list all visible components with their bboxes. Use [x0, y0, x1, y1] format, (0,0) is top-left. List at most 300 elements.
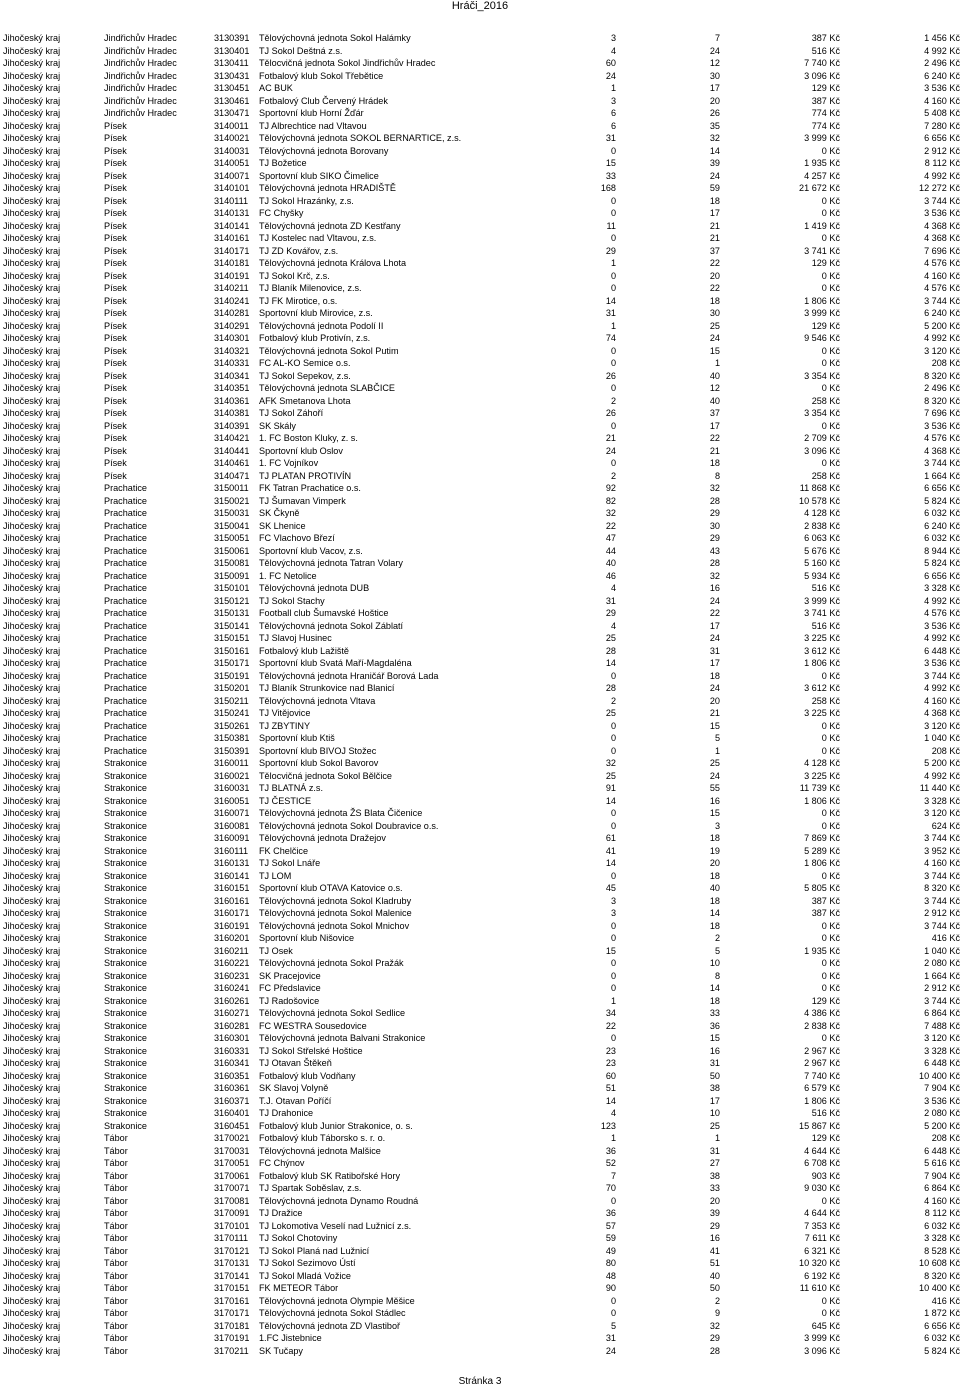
cell-castka-1: 0 Kč: [821, 383, 840, 393]
cell-kraj: Jihočeský kraj: [3, 70, 61, 81]
cell-hraci-a: 60: [605, 58, 616, 68]
cell-kod: 3130411: [214, 58, 249, 68]
cell-hraci-b: 22: [709, 283, 720, 293]
cell-hraci-a: 0: [610, 145, 616, 156]
cell-castka-2: 2 080 Kč: [924, 1108, 960, 1118]
cell-okres: Písek: [104, 258, 127, 268]
cell-kraj: Jihočeský kraj: [3, 358, 61, 368]
cell-nazev: Fotbalový klub Lažiště: [259, 645, 349, 656]
cell-hraci-a: 0: [610, 958, 616, 968]
table-row: [0, 670, 960, 683]
cell-kraj: Jihočeský kraj: [3, 958, 61, 968]
cell-castka-2: 6 240 Kč: [924, 308, 960, 318]
table-row: [0, 807, 960, 820]
cell-kod: 3160371: [214, 1095, 250, 1106]
cell-castka-1: 0 Kč: [821, 420, 840, 431]
cell-castka-1: 774 Kč: [811, 108, 840, 118]
cell-nazev: TJ Sokol Stachy: [259, 595, 325, 606]
cell-kod: 3160451: [214, 1120, 250, 1131]
cell-okres: Jindřichův Hradec: [104, 45, 177, 56]
cell-hraci-b: 26: [709, 108, 720, 118]
cell-hraci-a: 4: [610, 1108, 616, 1118]
cell-hraci-b: 31: [709, 1058, 720, 1068]
cell-kraj: Jihočeský kraj: [3, 858, 61, 868]
cell-castka-1: 21 672 Kč: [799, 183, 840, 193]
cell-castka-1: 3 999 Kč: [804, 133, 840, 143]
cell-kod: 3170151: [214, 1283, 250, 1293]
cell-kod: 3150241: [214, 708, 250, 718]
cell-hraci-b: 10: [709, 958, 720, 968]
cell-kod: 3150391: [214, 745, 250, 756]
cell-okres: Tábor: [104, 1283, 128, 1293]
cell-kod: 3140361: [214, 395, 250, 406]
table-row: [0, 707, 960, 720]
cell-hraci-b: 17: [709, 420, 720, 431]
cell-okres: Písek: [104, 420, 127, 431]
cell-castka-1: 6 708 Kč: [804, 1158, 840, 1168]
cell-hraci-b: 1: [714, 358, 720, 368]
cell-hraci-b: 29: [709, 508, 720, 518]
cell-hraci-a: 0: [610, 383, 616, 393]
cell-castka-2: 4 368 Kč: [924, 233, 960, 243]
cell-kod: 3140321: [214, 345, 250, 356]
cell-kraj: Jihočeský kraj: [3, 870, 61, 881]
cell-nazev: TJ Sokol Sezimovo Ústí: [259, 1258, 356, 1268]
cell-castka-1: 7 869 Kč: [804, 833, 840, 843]
cell-hraci-b: 16: [709, 583, 720, 593]
cell-nazev: AFK Smetanova Lhota: [259, 395, 351, 406]
cell-hraci-a: 7: [610, 1170, 616, 1181]
cell-castka-1: 11 610 Kč: [799, 1283, 840, 1293]
cell-okres: Tábor: [104, 1195, 128, 1206]
cell-castka-1: 4 128 Kč: [804, 758, 840, 768]
cell-castka-1: 3 999 Kč: [804, 595, 840, 606]
cell-castka-1: 903 Kč: [811, 1170, 840, 1181]
cell-hraci-b: 22: [709, 258, 720, 268]
cell-hraci-b: 25: [709, 320, 720, 331]
cell-castka-2: 3 744 Kč: [924, 458, 960, 468]
cell-castka-2: 7 904 Kč: [924, 1083, 960, 1093]
cell-kraj: Jihočeský kraj: [3, 533, 61, 543]
cell-nazev: Fotbalový klub Protivín, z.s.: [259, 333, 371, 343]
cell-okres: Písek: [104, 370, 127, 381]
cell-kod: 3160141: [214, 870, 250, 881]
cell-hraci-a: 5: [610, 1320, 616, 1331]
cell-kod: 3130401: [214, 45, 250, 56]
cell-castka-1: 7 353 Kč: [804, 1220, 840, 1231]
table-row: [0, 1207, 960, 1220]
cell-hraci-b: 24: [709, 170, 720, 181]
cell-hraci-a: 61: [605, 833, 616, 843]
data-table: [0, 32, 960, 1357]
cell-nazev: Tělovýchovná jednota HRADIŠTĚ: [259, 183, 396, 193]
cell-nazev: SK Pracejovice: [259, 970, 321, 981]
cell-hraci-b: 18: [709, 995, 720, 1006]
cell-hraci-a: 0: [610, 345, 616, 356]
table-row: [0, 1057, 960, 1070]
cell-hraci-b: 39: [709, 1208, 720, 1218]
cell-nazev: TJ Slavoj Husinec: [259, 633, 332, 643]
cell-kod: 3160051: [214, 795, 250, 806]
cell-okres: Tábor: [104, 1333, 128, 1343]
cell-okres: Strakonice: [104, 933, 147, 943]
table-row: [0, 232, 960, 245]
cell-kraj: Jihočeský kraj: [3, 620, 61, 631]
cell-kraj: Jihočeský kraj: [3, 58, 61, 68]
cell-nazev: Tělovýchovná jednota Sokol Kladruby: [259, 895, 412, 906]
table-row: [0, 820, 960, 833]
cell-nazev: Tělovýchovná jednota Vltava: [259, 695, 376, 706]
cell-castka-2: 3 536 Kč: [924, 420, 960, 431]
cell-hraci-a: 6: [610, 120, 616, 131]
cell-kod: 3170091: [214, 1208, 250, 1218]
cell-castka-2: 3 120 Kč: [924, 1033, 960, 1043]
cell-castka-1: 516 Kč: [811, 620, 840, 631]
cell-nazev: FK METEOR Tábor: [259, 1283, 339, 1293]
cell-okres: Písek: [104, 158, 127, 168]
table-row: [0, 895, 960, 908]
cell-hraci-a: 0: [610, 970, 616, 981]
cell-hraci-b: 14: [709, 145, 720, 156]
cell-nazev: Tělovýchovná jednota Olympie Měšice: [259, 1295, 415, 1306]
cell-castka-2: 4 576 Kč: [924, 608, 960, 618]
cell-castka-1: 2 709 Kč: [804, 433, 840, 443]
cell-kraj: Jihočeský kraj: [3, 1045, 61, 1056]
cell-nazev: 1. FC Vojníkov: [259, 458, 319, 468]
cell-okres: Tábor: [104, 1158, 128, 1168]
cell-nazev: TJ Spartak Soběslav, z.s.: [259, 1183, 362, 1193]
cell-kod: 3170081: [214, 1195, 250, 1206]
cell-kraj: Jihočeský kraj: [3, 283, 61, 293]
cell-kraj: Jihočeský kraj: [3, 558, 61, 568]
cell-castka-1: 1 935 Kč: [804, 158, 840, 168]
cell-hraci-b: 32: [709, 483, 720, 493]
cell-nazev: TJ Sokol Hrazánky, z.s.: [259, 195, 354, 206]
cell-kod: 3140021: [214, 133, 250, 143]
cell-okres: Prachatice: [104, 483, 147, 493]
table-row: [0, 595, 960, 608]
cell-kraj: Jihočeský kraj: [3, 1233, 61, 1243]
cell-okres: Prachatice: [104, 670, 147, 681]
cell-hraci-a: 4: [610, 583, 616, 593]
cell-hraci-a: 51: [605, 1083, 616, 1093]
cell-kod: 3170141: [214, 1270, 250, 1281]
cell-hraci-a: 21: [605, 433, 616, 443]
cell-castka-2: 3 536 Kč: [924, 658, 960, 668]
cell-castka-1: 5 805 Kč: [804, 883, 840, 893]
cell-kraj: Jihočeský kraj: [3, 195, 61, 206]
cell-kod: 3160401: [214, 1108, 250, 1118]
cell-okres: Prachatice: [104, 720, 147, 731]
cell-kraj: Jihočeský kraj: [3, 695, 61, 706]
cell-nazev: TJ ČESTICE: [259, 795, 312, 806]
cell-kraj: Jihočeský kraj: [3, 670, 61, 681]
cell-nazev: Tělovýchovná jednota Králova Lhota: [259, 258, 407, 268]
cell-castka-2: 4 992 Kč: [924, 170, 960, 181]
cell-okres: Strakonice: [104, 970, 147, 981]
cell-hraci-a: 22: [605, 1020, 616, 1031]
cell-hraci-a: 11: [606, 220, 616, 231]
table-row: [0, 107, 960, 120]
cell-hraci-a: 46: [605, 570, 616, 581]
cell-okres: Strakonice: [104, 995, 147, 1006]
table-row: [0, 632, 960, 645]
cell-castka-1: 0 Kč: [821, 920, 840, 931]
cell-kod: 3140211: [214, 283, 249, 293]
cell-hraci-b: 29: [709, 1333, 720, 1343]
cell-nazev: Tělovýchovná jednota Sokol Sedlice: [259, 1008, 406, 1018]
cell-hraci-a: 59: [605, 1233, 616, 1243]
cell-nazev: Tělovýchovná jednota Sokol Malenice: [259, 908, 412, 918]
cell-hraci-a: 0: [610, 808, 616, 818]
cell-nazev: TJ LOM: [259, 870, 292, 881]
cell-castka-2: 3 744 Kč: [924, 895, 960, 906]
cell-castka-1: 645 Kč: [811, 1320, 840, 1331]
cell-castka-2: 5 408 Kč: [924, 108, 960, 118]
cell-okres: Jindřichův Hradec: [104, 108, 177, 118]
cell-castka-2: 8 112 Kč: [924, 158, 960, 168]
cell-nazev: TJ Dražice: [259, 1208, 303, 1218]
cell-okres: Prachatice: [104, 545, 147, 556]
table-row: [0, 1020, 960, 1033]
table-row: [0, 270, 960, 283]
cell-kraj: Jihočeský kraj: [3, 683, 61, 693]
cell-hraci-a: 40: [605, 558, 616, 568]
cell-castka-2: 2 912 Kč: [924, 983, 960, 993]
cell-castka-2: 7 696 Kč: [924, 245, 960, 256]
cell-kod: 3170161: [214, 1295, 250, 1306]
cell-castka-1: 2 967 Kč: [804, 1045, 840, 1056]
cell-nazev: TJ BLATNÁ z.s.: [259, 783, 324, 793]
cell-kraj: Jihočeský kraj: [3, 258, 61, 268]
cell-kraj: Jihočeský kraj: [3, 995, 61, 1006]
cell-nazev: Sportovní klub Nišovice: [259, 933, 355, 943]
cell-hraci-b: 8: [714, 970, 720, 981]
cell-castka-1: 3 612 Kč: [804, 645, 840, 656]
cell-okres: Strakonice: [104, 808, 147, 818]
cell-okres: Písek: [104, 220, 127, 231]
cell-castka-1: 258 Kč: [811, 395, 840, 406]
cell-hraci-a: 3: [610, 908, 616, 918]
table-row: [0, 1157, 960, 1170]
cell-okres: Prachatice: [104, 620, 147, 631]
cell-kraj: Jihočeský kraj: [3, 783, 61, 793]
cell-hraci-a: 0: [610, 358, 616, 368]
cell-kraj: Jihočeský kraj: [3, 270, 61, 281]
cell-castka-2: 4 160 Kč: [924, 858, 960, 868]
cell-hraci-b: 17: [709, 658, 720, 668]
table-row: [0, 570, 960, 583]
cell-castka-1: 3 999 Kč: [804, 308, 840, 318]
cell-hraci-a: 47: [605, 533, 616, 543]
cell-hraci-a: 70: [605, 1183, 616, 1193]
cell-castka-1: 4 257 Kč: [804, 170, 840, 181]
cell-hraci-b: 40: [709, 1270, 720, 1281]
cell-nazev: TJ Sokol Planá nad Lužnicí: [259, 1245, 370, 1256]
table-row: [0, 295, 960, 308]
cell-kod: 3160301: [214, 1033, 250, 1043]
cell-nazev: Fotbalový klub Vodňany: [259, 1070, 356, 1081]
table-row: [0, 345, 960, 358]
cell-okres: Strakonice: [104, 1108, 147, 1118]
cell-nazev: TJ Sokol Mladá Vožice: [259, 1270, 351, 1281]
cell-castka-1: 4 386 Kč: [804, 1008, 840, 1018]
cell-nazev: Tělovýchovná jednota Sokol Halámky: [259, 33, 411, 43]
cell-hraci-a: 82: [605, 495, 616, 506]
cell-castka-1: 0 Kč: [821, 233, 840, 243]
cell-kod: 3170071: [214, 1183, 250, 1193]
table-row: [0, 545, 960, 558]
cell-kod: 3160191: [214, 920, 250, 931]
cell-castka-1: 3 354 Kč: [804, 370, 840, 381]
table-row: [0, 245, 960, 258]
cell-hraci-a: 2: [610, 470, 616, 481]
cell-nazev: TJ Sokol Deštná z.s.: [259, 45, 343, 56]
cell-hraci-b: 29: [709, 533, 720, 543]
cell-okres: Strakonice: [104, 883, 147, 893]
cell-hraci-b: 20: [709, 858, 720, 868]
table-row: [0, 320, 960, 333]
cell-kraj: Jihočeský kraj: [3, 408, 61, 418]
cell-castka-1: 0 Kč: [821, 670, 840, 681]
cell-kod: 3150101: [214, 583, 250, 593]
cell-castka-1: 5 289 Kč: [804, 845, 840, 856]
cell-okres: Strakonice: [104, 1008, 147, 1018]
cell-castka-2: 2 496 Kč: [924, 58, 960, 68]
cell-kod: 3140031: [214, 145, 250, 156]
table-row: [0, 1182, 960, 1195]
table-row: [0, 682, 960, 695]
cell-castka-2: 3 952 Kč: [924, 845, 960, 856]
cell-okres: Prachatice: [104, 558, 147, 568]
cell-kraj: Jihočeský kraj: [3, 733, 61, 743]
cell-hraci-a: 33: [605, 170, 616, 181]
table-row: [0, 832, 960, 845]
table-row: [0, 1070, 960, 1083]
table-row: [0, 195, 960, 208]
cell-hraci-b: 15: [709, 1033, 720, 1043]
cell-okres: Písek: [104, 270, 127, 281]
cell-okres: Písek: [104, 345, 127, 356]
cell-hraci-b: 20: [709, 695, 720, 706]
cell-kraj: Jihočeský kraj: [3, 483, 61, 493]
cell-okres: Strakonice: [104, 895, 147, 906]
cell-kod: 3140241: [214, 295, 250, 306]
cell-castka-1: 3 741 Kč: [804, 608, 840, 618]
cell-nazev: Sportovní klub Horní Žďár: [259, 108, 364, 118]
cell-kod: 3150151: [214, 633, 250, 643]
cell-castka-1: 516 Kč: [811, 1108, 840, 1118]
cell-hraci-a: 57: [605, 1220, 616, 1231]
cell-kod: 3130471: [214, 108, 250, 118]
cell-nazev: Fotbalový klub Táborsko s. r. o.: [259, 1133, 386, 1143]
cell-kraj: Jihočeský kraj: [3, 420, 61, 431]
cell-hraci-a: 26: [605, 370, 616, 381]
cell-nazev: Sportovní klub SIKO Čimelice: [259, 170, 379, 181]
cell-kod: 3140191: [214, 270, 250, 281]
cell-castka-2: 6 032 Kč: [924, 1333, 960, 1343]
cell-okres: Tábor: [104, 1208, 128, 1218]
table-row: [0, 32, 960, 45]
cell-kraj: Jihočeský kraj: [3, 158, 61, 168]
cell-okres: Prachatice: [104, 570, 147, 581]
cell-castka-1: 9 030 Kč: [804, 1183, 840, 1193]
cell-hraci-a: 2: [610, 695, 616, 706]
cell-kraj: Jihočeský kraj: [3, 1208, 61, 1218]
cell-kraj: Jihočeský kraj: [3, 908, 61, 918]
cell-hraci-a: 0: [610, 983, 616, 993]
cell-kraj: Jihočeský kraj: [3, 95, 61, 106]
cell-kraj: Jihočeský kraj: [3, 1170, 61, 1181]
cell-hraci-b: 40: [709, 395, 720, 406]
cell-castka-1: 2 838 Kč: [804, 520, 840, 531]
cell-okres: Strakonice: [104, 1095, 147, 1106]
cell-kraj: Jihočeský kraj: [3, 520, 61, 531]
cell-kod: 3170051: [214, 1158, 250, 1168]
cell-kraj: Jihočeský kraj: [3, 545, 61, 556]
cell-kod: 3150141: [214, 620, 250, 631]
cell-hraci-b: 24: [709, 333, 720, 343]
table-row: [0, 332, 960, 345]
cell-castka-2: 6 240 Kč: [924, 70, 960, 81]
table-row: [0, 220, 960, 233]
cell-okres: Strakonice: [104, 1020, 147, 1031]
cell-castka-1: 1 806 Kč: [804, 295, 840, 306]
cell-okres: Písek: [104, 445, 127, 456]
cell-kraj: Jihočeský kraj: [3, 808, 61, 818]
table-row: [0, 745, 960, 758]
cell-hraci-b: 31: [709, 1145, 720, 1156]
cell-castka-1: 0 Kč: [821, 958, 840, 968]
cell-nazev: FC AL-KO Semice o.s.: [259, 358, 351, 368]
cell-castka-1: 129 Kč: [811, 320, 840, 331]
table-row: [0, 795, 960, 808]
cell-hraci-b: 16: [709, 1045, 720, 1056]
cell-okres: Písek: [104, 458, 127, 468]
cell-castka-2: 416 Kč: [931, 933, 960, 943]
cell-kraj: Jihočeský kraj: [3, 1220, 61, 1231]
cell-kraj: Jihočeský kraj: [3, 33, 61, 43]
cell-okres: Strakonice: [104, 845, 147, 856]
table-row: [0, 882, 960, 895]
cell-castka-1: 3 999 Kč: [804, 1333, 840, 1343]
cell-castka-2: 6 032 Kč: [924, 1220, 960, 1231]
cell-hraci-b: 28: [709, 495, 720, 506]
cell-castka-1: 129 Kč: [811, 258, 840, 268]
cell-castka-1: 2 838 Kč: [804, 1020, 840, 1031]
cell-hraci-b: 24: [709, 45, 720, 56]
cell-hraci-a: 2: [610, 395, 616, 406]
table-row: [0, 307, 960, 320]
cell-kod: 3150011: [214, 483, 249, 493]
table-row: [0, 657, 960, 670]
cell-kraj: Jihočeský kraj: [3, 570, 61, 581]
cell-okres: Strakonice: [104, 795, 147, 806]
cell-hraci-a: 24: [605, 70, 616, 81]
cell-castka-2: 7 696 Kč: [924, 408, 960, 418]
cell-hraci-b: 16: [709, 1233, 720, 1243]
cell-kod: 3140291: [214, 320, 250, 331]
cell-okres: Strakonice: [104, 820, 147, 831]
cell-hraci-a: 32: [605, 508, 616, 518]
cell-castka-2: 3 744 Kč: [924, 833, 960, 843]
cell-castka-1: 7 740 Kč: [804, 1070, 840, 1081]
cell-hraci-a: 0: [610, 1195, 616, 1206]
cell-kod: 3140381: [214, 408, 250, 418]
table-row: [0, 57, 960, 70]
cell-hraci-a: 90: [605, 1283, 616, 1293]
cell-okres: Písek: [104, 195, 127, 206]
